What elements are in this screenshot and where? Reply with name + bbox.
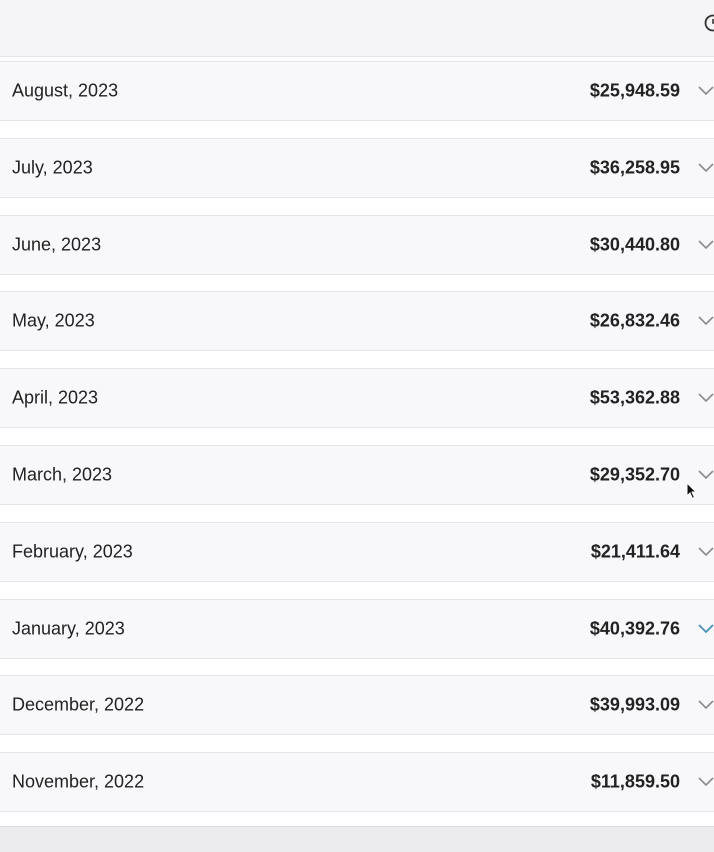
amount-value: $36,258.95 bbox=[590, 157, 680, 178]
month-label: August, 2023 bbox=[12, 81, 118, 102]
chevron-down-icon[interactable] bbox=[697, 699, 714, 711]
month-label: February, 2023 bbox=[12, 541, 133, 562]
list-item[interactable] bbox=[0, 445, 714, 505]
chevron-down-icon[interactable] bbox=[697, 239, 714, 251]
amount-value: $21,411.64 bbox=[591, 541, 680, 562]
clock-icon[interactable] bbox=[704, 14, 714, 32]
month-label: December, 2022 bbox=[12, 695, 144, 716]
list-item[interactable] bbox=[0, 368, 714, 428]
list-item[interactable] bbox=[0, 522, 714, 582]
amount-value: $39,993.09 bbox=[590, 695, 680, 716]
amount-value: $11,859.50 bbox=[591, 772, 680, 793]
month-label: March, 2023 bbox=[12, 464, 112, 485]
chevron-down-icon[interactable] bbox=[697, 315, 714, 327]
list-item[interactable] bbox=[0, 752, 714, 812]
amount-value: $25,948.59 bbox=[590, 81, 680, 102]
month-label: June, 2023 bbox=[12, 234, 101, 255]
chevron-down-icon[interactable] bbox=[697, 85, 714, 97]
amount-value: $40,392.76 bbox=[590, 618, 680, 639]
chevron-down-icon[interactable] bbox=[697, 469, 714, 481]
amount-value: $53,362.88 bbox=[590, 388, 680, 409]
monthly-list bbox=[0, 61, 714, 829]
list-item[interactable] bbox=[0, 138, 714, 198]
list-item[interactable] bbox=[0, 61, 714, 121]
month-label: April, 2023 bbox=[12, 388, 98, 409]
list-item[interactable] bbox=[0, 599, 714, 659]
month-label: May, 2023 bbox=[12, 311, 95, 332]
amount-value: $26,832.46 bbox=[590, 311, 680, 332]
list-item[interactable] bbox=[0, 215, 714, 275]
month-label: November, 2022 bbox=[12, 772, 144, 793]
chevron-down-icon[interactable] bbox=[697, 546, 714, 558]
chevron-down-icon[interactable] bbox=[697, 623, 714, 635]
list-item[interactable] bbox=[0, 675, 714, 735]
amount-value: $30,440.80 bbox=[590, 234, 680, 255]
mouse-cursor-icon bbox=[686, 482, 698, 500]
chevron-down-icon[interactable] bbox=[697, 162, 714, 174]
amount-value: $29,352.70 bbox=[590, 464, 680, 485]
footer-bar bbox=[0, 826, 714, 852]
month-label: January, 2023 bbox=[12, 618, 125, 639]
header-bar bbox=[0, 0, 714, 57]
list-item[interactable] bbox=[0, 291, 714, 351]
chevron-down-icon[interactable] bbox=[697, 776, 714, 788]
chevron-down-icon[interactable] bbox=[697, 392, 714, 404]
month-label: July, 2023 bbox=[12, 157, 93, 178]
